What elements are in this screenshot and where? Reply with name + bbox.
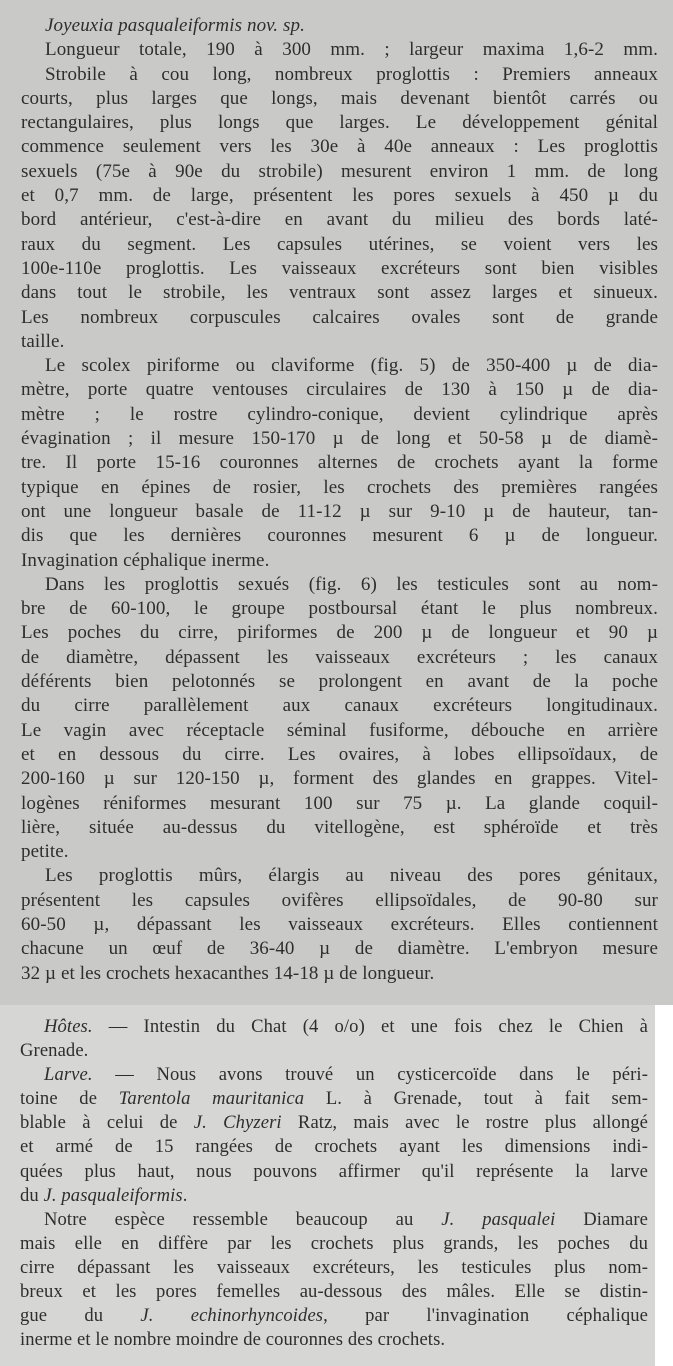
text-span: Dans les proglottis sexués (fig. 6) les testicules sont au nom- <box>45 573 658 595</box>
text-line <box>21 767 658 791</box>
text-line <box>21 670 658 694</box>
text-line <box>21 962 658 986</box>
text-span: Ratz, mais avec le rostre plus allongé <box>281 1112 649 1134</box>
species-name: J. Chyzeri <box>193 1112 282 1134</box>
text-line <box>21 889 658 913</box>
text-line <box>20 1304 648 1328</box>
species-name: J. pasqualeiformis <box>43 1184 183 1206</box>
text-span: et armé de 15 rangées de crochets ayant les dimensions indi- <box>20 1136 648 1158</box>
text-span: dans tout le strobile, les ventraux sont assez larges et sinueux. <box>21 282 658 304</box>
hosts-larva-section <box>0 1005 655 1366</box>
text-line <box>21 330 658 354</box>
text-span: L. à Grenade, tout à fait sem- <box>304 1088 648 1110</box>
text-span: présentent les capsules ovifères ellipsoïdales, de 90-80 sur <box>21 889 658 911</box>
text-span: gue du <box>20 1305 141 1327</box>
text-span: Invagination céphalique inerme. <box>21 549 270 571</box>
section-label: Larve. <box>44 1064 93 1086</box>
text-span: 32 µ et les crochets hexacanthes 14-18 µ de longueur. <box>21 962 435 984</box>
text-line <box>21 257 658 281</box>
text-span: typique en épines de rosier, les crochets des premières rangées <box>21 476 658 498</box>
text-span: Le scolex piriforme ou claviforme (fig. 5) de 350-400 µ de dia- <box>45 355 658 377</box>
text-line <box>21 160 658 184</box>
text-line <box>21 694 658 718</box>
text-span: courts, plus larges que longs, mais devenant bientôt carrés ou <box>21 87 658 109</box>
text-span: rectangulaires, plus longs que larges. Le développement génital <box>21 112 658 134</box>
text-line <box>21 184 658 208</box>
text-line <box>21 573 658 597</box>
text-span: Notre espèce ressemble beaucoup au <box>44 1208 442 1230</box>
section-label: Hôtes. <box>44 1016 93 1037</box>
text-span: breux et les pores femelles au-dessous des mâles. Elle se distin- <box>20 1281 648 1303</box>
bottom-text <box>20 1015 648 1352</box>
text-line <box>20 1232 648 1256</box>
text-span: ont une longueur basale de 11-12 µ sur 9-10 µ de hauteur, tan- <box>21 500 658 522</box>
text-span: taille. <box>21 330 65 352</box>
text-line <box>21 524 658 548</box>
text-line <box>21 476 658 500</box>
text-span: mais elle en diffère par les crochets plus grands, les poches du <box>20 1232 648 1254</box>
text-span: — Intestin du Chat (4 o/o) et une fois chez le Chien à <box>92 1016 648 1037</box>
text-span: lière, située au-dessus du vitellogène, est sphéroïde et très <box>21 816 658 838</box>
text-line <box>20 1256 648 1280</box>
text-span: mètre ; le rostre cylindro-conique, devient cylindrique après <box>21 403 658 425</box>
text-span: du cirre parallèlement aux canaux excréteurs longitudinaux. <box>21 695 658 717</box>
text-span: Les nombreux corpuscules calcaires ovales sont de grande <box>21 306 658 328</box>
text-line <box>21 306 658 330</box>
text-span: toine de <box>20 1088 119 1110</box>
text-span: Strobile à cou long, nombreux proglottis : Premiers anneaux <box>45 63 658 85</box>
text-line <box>21 87 658 111</box>
text-line <box>21 937 658 961</box>
text-span: 100e-110e proglottis. Les vaisseaux excréteurs sont bien visibles <box>21 257 658 279</box>
text-line <box>21 597 658 621</box>
text-span: Les poches du cirre, piriformes de 200 µ de longueur et 90 µ <box>21 622 658 644</box>
text-line <box>21 378 658 402</box>
text-line <box>20 1063 648 1087</box>
text-line <box>20 1015 648 1039</box>
species-name: J. echinorhyncoides <box>140 1305 324 1327</box>
text-line <box>21 549 658 573</box>
text-line <box>21 816 658 840</box>
text-line <box>21 427 658 451</box>
text-span: du <box>20 1184 44 1206</box>
text-line <box>21 354 658 378</box>
text-line <box>21 403 658 427</box>
text-line <box>21 451 658 475</box>
top-text <box>21 14 658 986</box>
text-span: bord antérieur, c'est-à-dire en avant du milieu des bords laté- <box>21 209 658 231</box>
text-span: Le vagin avec réceptacle séminal fusiforme, débouche en arrière <box>21 719 658 741</box>
text-line <box>21 719 658 743</box>
text-span: logènes réniformes mesurant 100 sur 75 µ. La glande coquil- <box>21 792 658 814</box>
text-line <box>20 1135 648 1159</box>
text-line <box>21 913 658 937</box>
text-span: Diamare <box>555 1208 648 1230</box>
text-line <box>21 864 658 888</box>
text-span: mètre, porte quatre ventouses circulaires de 130 à 150 µ de dia- <box>21 379 658 401</box>
text-span: , par l'invagination céphalique <box>323 1305 649 1327</box>
text-line <box>21 38 658 62</box>
text-line <box>21 63 658 87</box>
text-span: déférents bien pelotonnés se prolongent en avant de la poche <box>21 671 658 693</box>
text-line <box>21 14 658 38</box>
text-line <box>21 208 658 232</box>
text-span: et en dessous du cirre. Les ovaires, à lobes ellipsoïdaux, de <box>21 743 658 765</box>
text-span: Les proglottis mûrs, élargis au niveau des pores génitaux, <box>45 865 658 887</box>
text-span: Grenade. <box>20 1040 89 1062</box>
text-line <box>21 500 658 524</box>
text-span: 200-160 µ sur 120-150 µ, forment des glandes en grappes. Vitel- <box>21 768 658 790</box>
text-line <box>21 840 658 864</box>
text-line <box>21 621 658 645</box>
text-line <box>20 1280 648 1304</box>
text-line <box>21 135 658 159</box>
text-line <box>21 233 658 257</box>
text-span: — Nous avons trouvé un cysticercoïde dans le péri- <box>92 1064 648 1086</box>
text-span: 60-50 µ, dépassant les vaisseaux excréteurs. Elles contiennent <box>21 913 658 935</box>
text-span: dis que les dernières couronnes mesurent 6 µ de longueur. <box>21 525 658 547</box>
text-line <box>21 646 658 670</box>
text-span: Longueur totale, 190 à 300 mm. ; largeur maxima 1,6-2 mm. <box>45 39 658 61</box>
species-name: Tarentola mauritanica <box>118 1088 305 1110</box>
text-span: de diamètre, dépassent les vaisseaux excréteurs ; les canaux <box>21 646 658 668</box>
text-line <box>20 1111 648 1135</box>
species-name: J. pasqualei <box>441 1208 556 1230</box>
text-span: petite. <box>21 841 69 863</box>
text-span: commence seulement vers les 30e à 40e anneaux : Les proglottis <box>21 136 658 158</box>
text-span: et 0,7 mm. de large, présentent les pores sexuels à 450 µ du <box>21 185 658 207</box>
text-line <box>20 1328 648 1352</box>
text-span: cirre dépassant les vaisseaux excréteurs, les testicules plus nom- <box>20 1256 648 1278</box>
text-line <box>20 1160 648 1184</box>
text-span: tre. Il porte 15-16 couronnes alternes de crochets ayant la forme <box>21 452 658 474</box>
text-span: sexuels (75e à 90e du strobile) mesurent environ 1 mm. de long <box>21 160 658 182</box>
text-span: chacune un œuf de 36-40 µ de diamètre. L'embryon mesure <box>21 938 658 960</box>
text-line <box>20 1208 648 1232</box>
text-span: évagination ; il mesure 150-170 µ de long et 50-58 µ de diamè- <box>21 428 658 450</box>
text-line <box>21 111 658 135</box>
text-span: Joyeuxia pasqualeiformis nov. sp. <box>45 15 305 36</box>
text-span: quées plus haut, nous pouvons affirmer qu'il représente la larve <box>20 1160 648 1182</box>
text-span: bre de 60-100, le groupe postboursal étant le plus nombreux. <box>21 598 658 620</box>
text-line <box>20 1039 648 1063</box>
text-line <box>21 743 658 767</box>
text-span: blable à celui de <box>20 1112 194 1134</box>
text-line <box>21 792 658 816</box>
text-line <box>20 1184 648 1208</box>
text-span: inerme et le nombre moindre de couronnes des crochets. <box>20 1329 446 1351</box>
text-span: raux du segment. Les capsules utérines, se voient vers les <box>21 233 658 255</box>
text-span: . <box>182 1184 188 1206</box>
text-line <box>21 281 658 305</box>
text-line <box>20 1087 648 1111</box>
